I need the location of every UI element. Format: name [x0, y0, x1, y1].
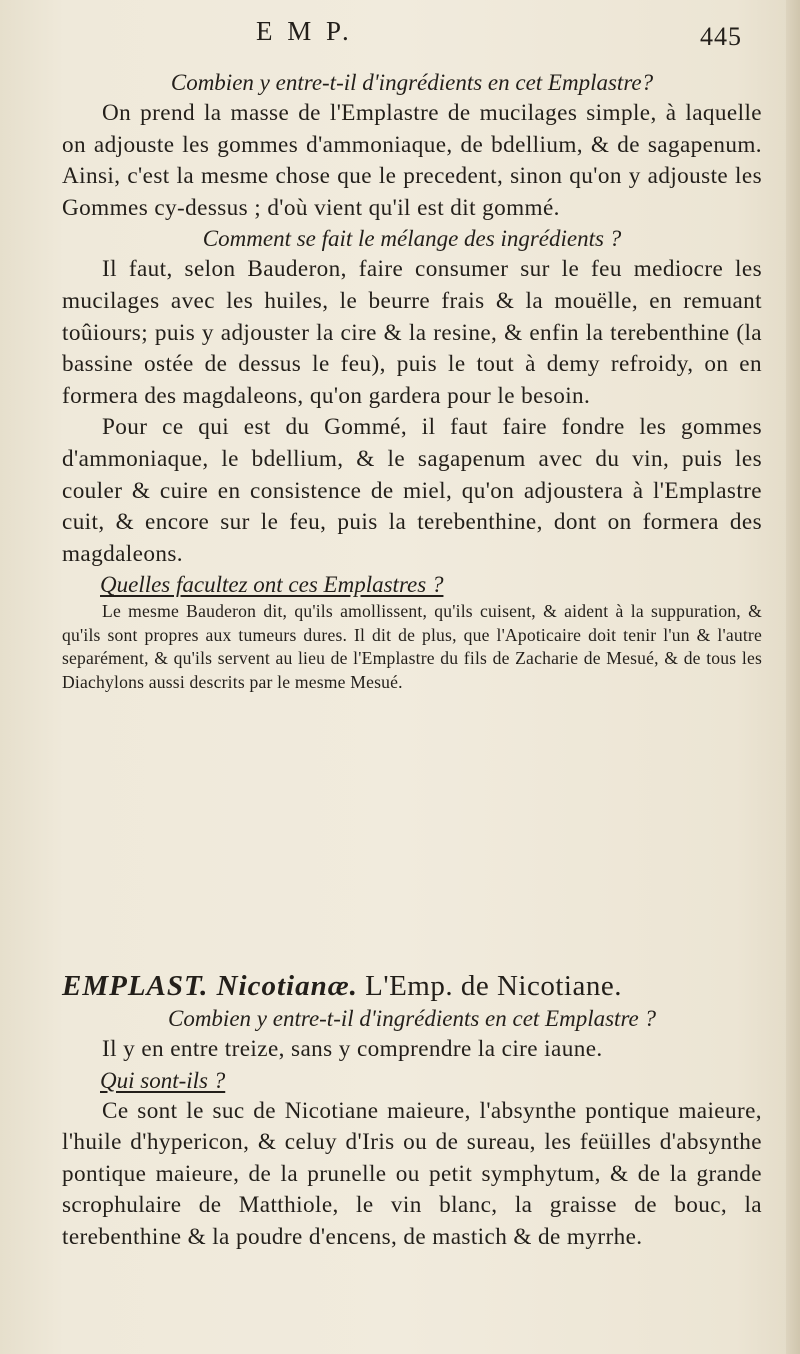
- section-title: [62, 968, 762, 1004]
- paragraph-small: Le mesme Bauderon dit, qu'ils amollissent, qu'ils cuisent, & aident à la suppuration, & qu'ils sont propres aux tumeurs dures. Il dit de plus, que l'Apoticaire doit tenir l'un & l'autre separément, & qu'ils servent au lieu de l'Emplastre du fils de Zacharie de Mesué, & de tous les Diachylons aussi descrits par le mesme Mesué.: [62, 601, 762, 692]
- question-heading: Combien y entre-t-il d'ingrédients en cet Emplastre?: [170, 70, 654, 95]
- question-heading: Comment se fait le mélange des ingrédients ?: [202, 226, 622, 252]
- section-emplastre-nicotiane: [62, 968, 762, 1254]
- running-head: E M P.: [256, 16, 353, 46]
- question-heading: Combien y entre-t-il d'ingrédients en cet Emplastre ?: [167, 1006, 657, 1031]
- section-title-french: L'Emp. de Nicotiane.: [365, 970, 622, 1002]
- section-title-latin: EMPLAST. Nicotianæ.: [62, 970, 358, 1002]
- question-heading: Qui sont-ils ?: [100, 1067, 226, 1093]
- paragraph: Ce sont le suc de Nicotiane maieure, l'absynthe pontique maieure, l'huile d'hypericon, & celuy d'Iris ou de sureau, les feüilles d'absynthe pontique maieure, de la prunelle ou petit symphytum, & de la grande scrophulaire de Matthiole, le vin blanc, la graisse de bouc, la terebenthine & la poudre d'encens, de mastich & de myrrhe.: [62, 1097, 762, 1250]
- paragraph: On prend la masse de l'Emplastre de mucilages simple, à laquelle on adjouste les gommes d'ammoniaque, de bdellium, & de sagapenum. Ainsi, c'est la mesme chose que le precedent, sinon qu'on y adjouste les Gommes cy-dessus ; d'où vient qu'il est dit gommé.: [62, 100, 762, 221]
- page-edge: [786, 0, 800, 1354]
- paragraph: Il faut, selon Bauderon, faire consumer sur le feu mediocre les mucilages avec les huiles, le beurre frais & la mouëlle, en remuant toûiours; puis y adjouster la cire & la resine, & enfin la terebenthine (la bassine ostée de dessus le feu), puis le tout à demy refroidy, on en formera des magdaleons, qu'on gardera pour le besoin.: [62, 256, 762, 409]
- page-number: 445: [700, 22, 742, 51]
- paragraph: Pour ce qui est du Gommé, il faut faire fondre les gommes d'ammoniaque, le bdellium, & le sagapenum avec du vin, puis les couler & cuire en consistence de miel, qu'on adjoustera à l'Emplastre cuit, & encore sur le feu, puis la terebenthine, dont on formera des magdaleons.: [62, 414, 762, 567]
- question-heading: Quelles facultez ont ces Emplastres ?: [100, 572, 444, 598]
- paragraph: Il y en entre treize, sans y comprendre la cire iaune.: [102, 1036, 603, 1062]
- page-header: [0, 14, 800, 58]
- section-emplastre-mucilages: [62, 68, 762, 694]
